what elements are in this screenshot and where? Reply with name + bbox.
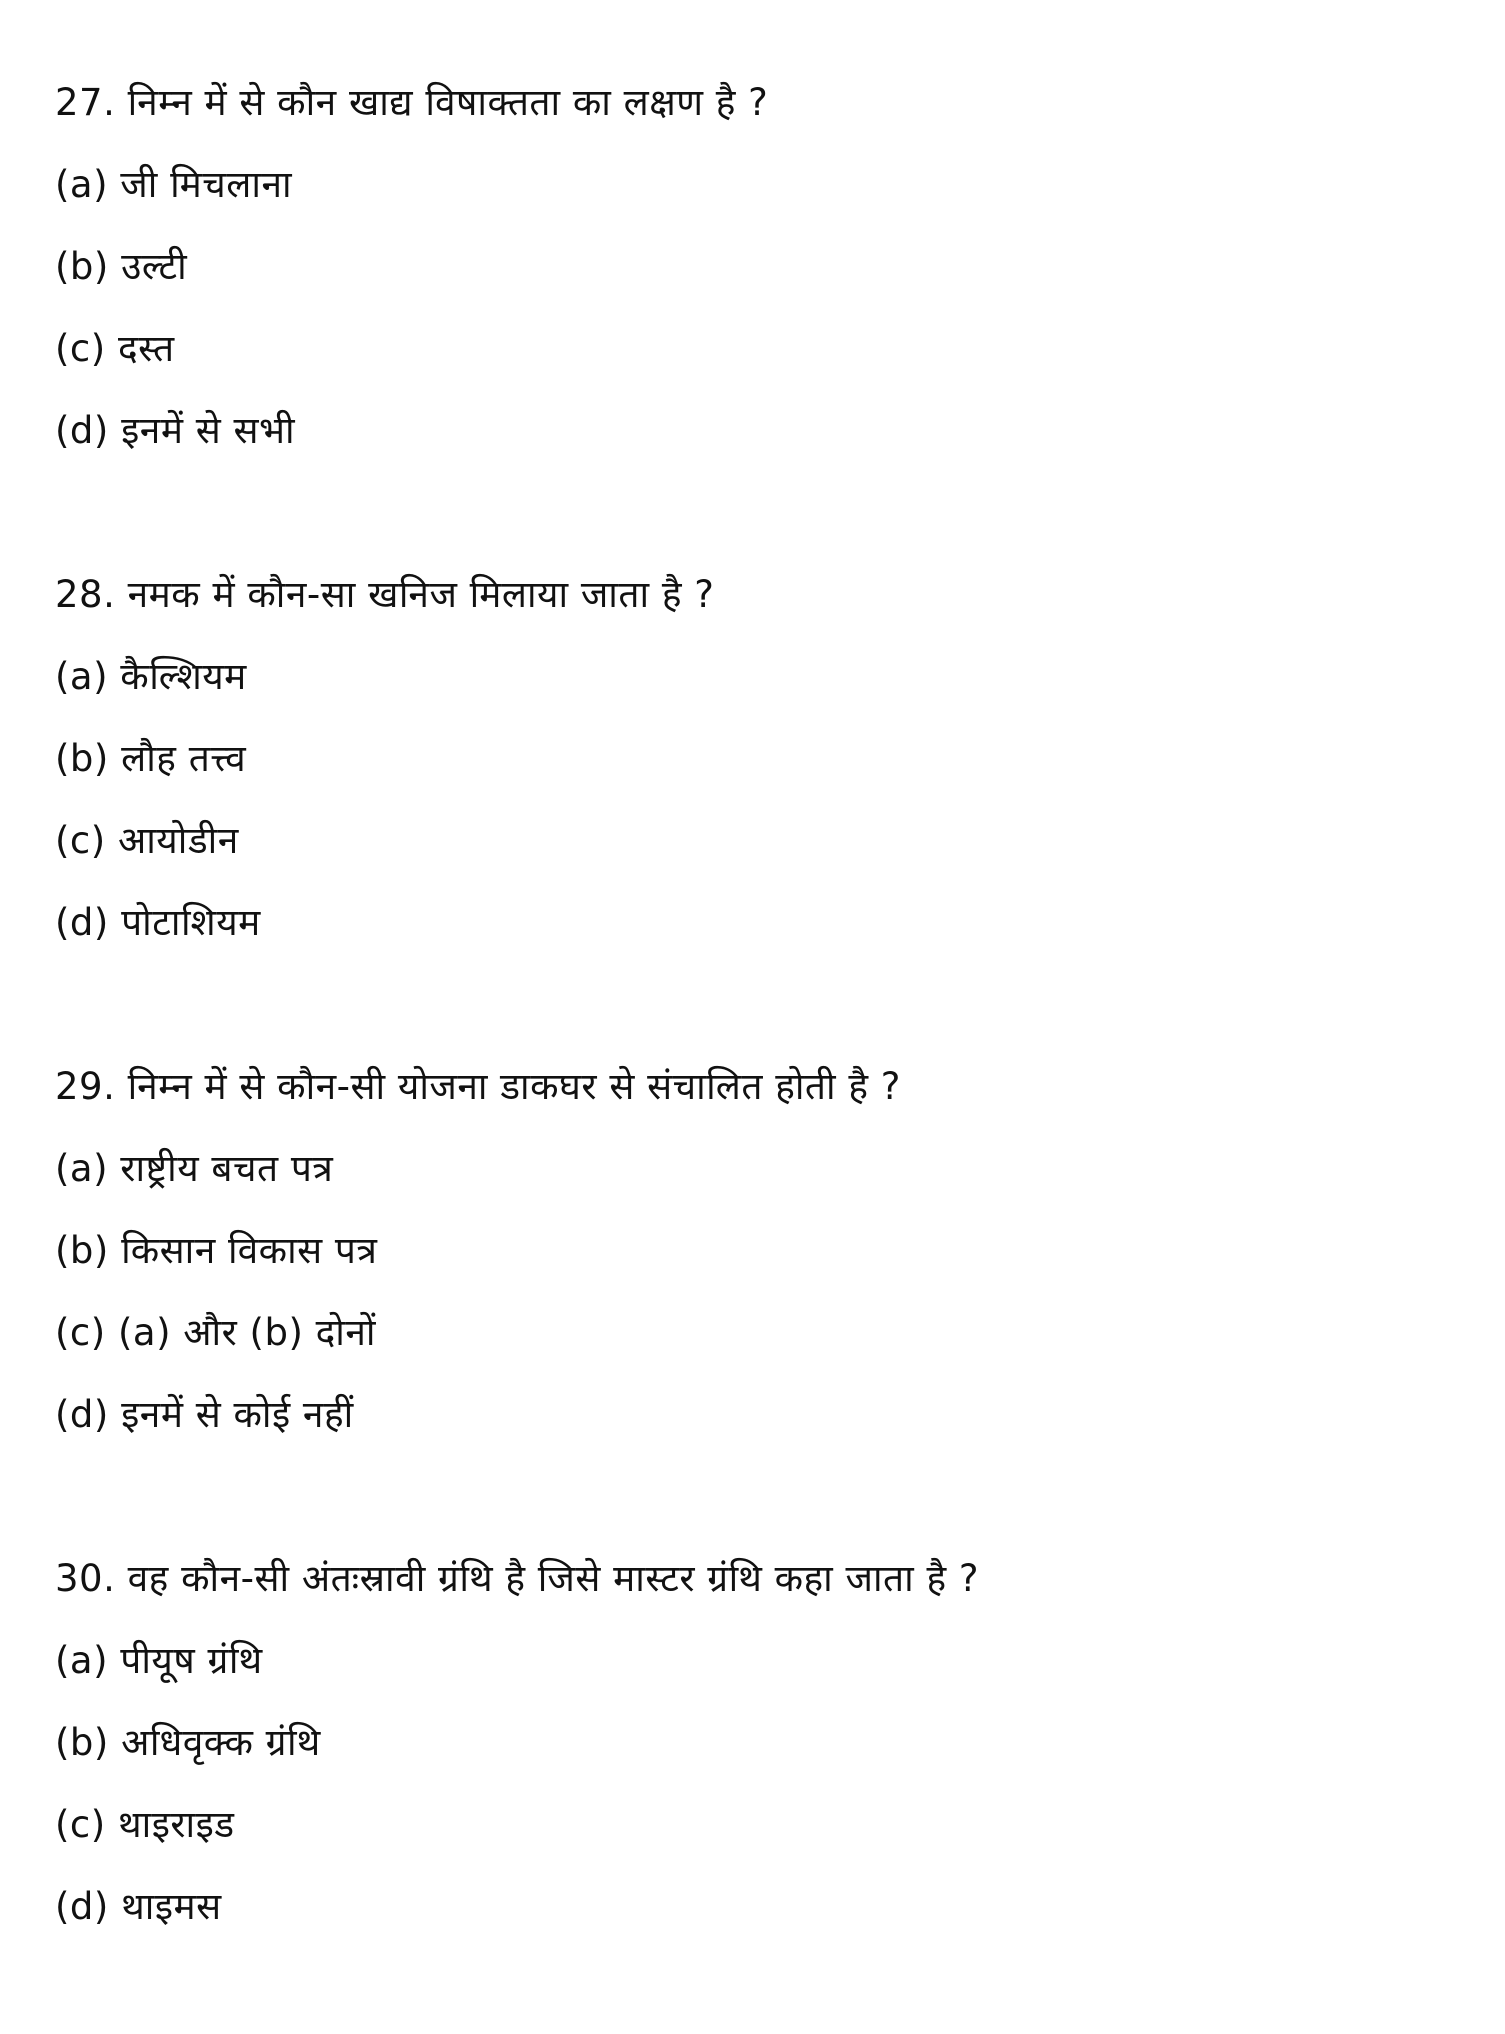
question-text: 28. नमक में कौन-सा खनिज मिलाया जाता है ? <box>55 573 715 616</box>
option-d: (d) इनमें से कोई नहीं <box>55 1393 354 1436</box>
question-text: 29. निम्न में से कौन-सी योजना डाकघर से संचालित होती है ? <box>55 1065 901 1108</box>
question-text: 30. वह कौन-सी अंतःस्रावी ग्रंथि है जिसे मास्टर ग्रंथि कहा जाता है ? <box>55 1557 980 1600</box>
option-d: (d) पोटाशियम <box>55 901 261 944</box>
option-b: (b) उल्टी <box>55 245 188 288</box>
option-d: (d) थाइमस <box>55 1885 222 1928</box>
option-a: (a) कैल्शियम <box>55 655 247 698</box>
option-a: (a) राष्ट्रीय बचत पत्र <box>55 1147 334 1190</box>
option-d: (d) इनमें से सभी <box>55 409 296 452</box>
option-c: (c) दस्त <box>55 327 175 370</box>
question-text: 27. निम्न में से कौन खाद्य विषाक्तता का लक्षण है ? <box>55 81 769 124</box>
question-28-block <box>55 554 1455 964</box>
question-30-block <box>55 1538 1455 1948</box>
question-27-block <box>55 62 1455 472</box>
option-b: (b) किसान विकास पत्र <box>55 1229 378 1272</box>
question-29-block <box>55 1046 1455 1456</box>
option-b: (b) लौह तत्त्व <box>55 737 247 780</box>
option-a: (a) जी मिचलाना <box>55 163 293 206</box>
option-b: (b) अधिवृक्क ग्रंथि <box>55 1721 321 1764</box>
option-c: (c) (a) और (b) दोनों <box>55 1311 376 1354</box>
option-c: (c) थाइराइड <box>55 1803 235 1846</box>
option-c: (c) आयोडीन <box>55 819 239 862</box>
option-a: (a) पीयूष ग्रंथि <box>55 1639 263 1682</box>
